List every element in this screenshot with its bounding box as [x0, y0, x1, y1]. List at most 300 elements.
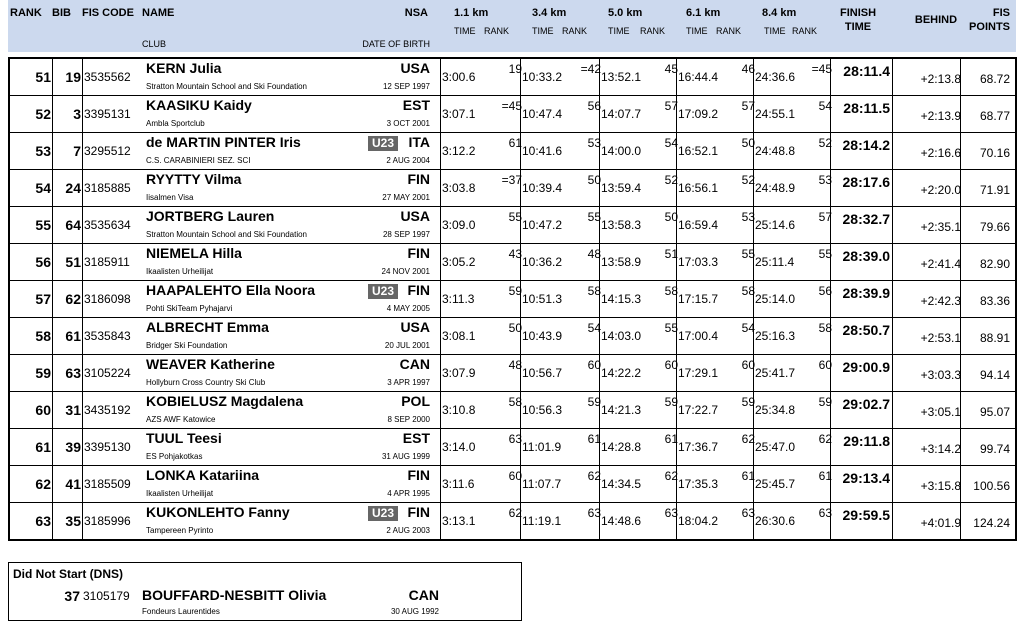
results-table — [8, 57, 1017, 541]
table-row — [10, 170, 1015, 207]
row-bib: 61 — [65, 328, 81, 344]
row-bib: 62 — [65, 291, 81, 307]
row-club: C.S. CARABINIERI SEZ. SCI — [146, 156, 251, 165]
table-row — [10, 281, 1015, 318]
split-rank: 59 — [508, 284, 522, 298]
column-divider — [52, 392, 53, 428]
split-time: 16:56.1 — [678, 181, 719, 195]
header-split-1: 1.1 km — [454, 7, 489, 19]
dns-section — [8, 562, 522, 621]
split-rank: 19 — [508, 62, 522, 76]
row-fis-code: 3395130 — [84, 440, 131, 454]
row-fis-points: 124.24 — [973, 516, 1010, 530]
row-club: Bridger Ski Foundation — [146, 341, 228, 350]
u23-badge: U23 — [368, 284, 398, 299]
split-rank: 48 — [587, 247, 601, 261]
split-time: 24:55.1 — [755, 107, 796, 121]
row-finish-time: 28:32.7 — [842, 211, 890, 227]
column-divider — [82, 392, 83, 428]
row-behind: +2:35.1 — [920, 220, 961, 234]
split-time: 11:19.1 — [522, 514, 562, 528]
row-nsa: EST — [402, 430, 430, 446]
column-divider — [440, 429, 441, 465]
header-split-5-time: TIME — [764, 26, 786, 36]
header-split-2-time: TIME — [532, 26, 554, 36]
header-fis-code: FIS CODE — [82, 7, 134, 19]
split-time: 17:00.4 — [678, 329, 719, 343]
row-behind: +2:20.0 — [920, 183, 961, 197]
row-bib: 35 — [65, 513, 81, 529]
split-rank: =42 — [580, 62, 601, 76]
split-rank: 61 — [741, 469, 755, 483]
header-fis: FIS — [992, 7, 1010, 19]
split-rank: 52 — [664, 173, 678, 187]
row-finish-time: 28:11.4 — [843, 63, 890, 79]
column-divider — [892, 59, 893, 95]
table-row — [10, 207, 1015, 244]
split-rank: 62 — [664, 469, 678, 483]
row-date-of-birth: 27 MAY 2001 — [382, 193, 430, 202]
row-rank: 58 — [35, 328, 51, 344]
split-rank: 52 — [741, 173, 755, 187]
column-divider — [82, 503, 83, 539]
column-divider — [52, 318, 53, 354]
row-fis-points: 71.91 — [979, 183, 1010, 197]
header-split-4: 6.1 km — [686, 7, 721, 19]
split-time: 26:30.6 — [755, 514, 796, 528]
row-date-of-birth: 12 SEP 1997 — [382, 82, 430, 91]
split-rank: 56 — [818, 284, 832, 298]
table-row — [10, 133, 1015, 170]
row-athlete-name: RYYTTY Vilma — [146, 171, 242, 187]
split-rank: 58 — [741, 284, 755, 298]
split-rank: 46 — [741, 62, 755, 76]
row-date-of-birth: 8 SEP 2000 — [387, 415, 430, 424]
split-time: 3:08.1 — [442, 329, 476, 343]
column-divider — [440, 133, 441, 169]
header-rank: RANK — [10, 7, 42, 19]
split-time: 14:34.5 — [601, 477, 642, 491]
column-divider — [52, 281, 53, 317]
split-time: 10:51.3 — [522, 292, 563, 306]
row-club: Ikaalisten Urheilijat — [146, 489, 214, 498]
row-rank: 51 — [35, 69, 51, 85]
row-behind: +2:41.4 — [920, 257, 961, 271]
split-time: 10:41.6 — [522, 144, 563, 158]
column-divider — [440, 281, 441, 317]
split-rank: 55 — [508, 210, 522, 224]
table-row — [10, 59, 1015, 96]
table-row — [10, 503, 1015, 539]
split-rank: 53 — [818, 173, 832, 187]
row-club: Pohti SkiTeam Pyhajarvi — [146, 304, 233, 313]
split-rank: 62 — [587, 469, 601, 483]
split-time: 10:47.2 — [522, 218, 563, 232]
header-split-3-time: TIME — [608, 26, 630, 36]
row-rank: 52 — [35, 106, 51, 122]
split-time: 10:39.4 — [522, 181, 563, 195]
row-fis-points: 70.16 — [979, 146, 1010, 160]
column-divider — [82, 318, 83, 354]
split-rank: 58 — [818, 321, 832, 335]
table-row — [10, 96, 1015, 133]
split-rank: 59 — [587, 395, 601, 409]
split-rank: 62 — [508, 506, 522, 520]
split-rank: 61 — [818, 469, 832, 483]
column-divider — [440, 59, 441, 95]
split-time: 3:12.2 — [442, 144, 476, 158]
split-time: 24:48.9 — [755, 181, 796, 195]
row-bib: 3 — [73, 106, 81, 122]
dns-nsa: CAN — [408, 587, 439, 603]
split-rank: 54 — [818, 99, 832, 113]
header-split-2-rank: RANK — [562, 26, 588, 36]
row-fis-code: 3186098 — [84, 292, 131, 306]
column-divider — [892, 244, 893, 280]
header-nsa: NSA — [404, 7, 428, 19]
split-rank: 59 — [818, 395, 832, 409]
column-divider — [892, 96, 893, 132]
row-club: Hollyburn Cross Country Ski Club — [146, 378, 266, 387]
u23-badge: U23 — [368, 136, 398, 151]
split-rank: 60 — [741, 358, 755, 372]
split-rank: 57 — [664, 99, 678, 113]
column-divider — [892, 318, 893, 354]
column-divider — [892, 207, 893, 243]
split-time: 3:07.9 — [442, 366, 476, 380]
row-bib: 41 — [65, 476, 81, 492]
split-time: 13:59.4 — [601, 181, 642, 195]
split-rank: 55 — [587, 210, 601, 224]
dns-fis-code: 3105179 — [83, 589, 130, 603]
row-club: Ikaalisten Urheilijat — [146, 267, 214, 276]
row-behind: +2:16.6 — [920, 146, 961, 160]
row-behind: +3:15.8 — [920, 479, 961, 493]
row-behind: +2:13.8 — [920, 72, 961, 86]
row-nsa: USA — [400, 319, 430, 335]
table-header — [8, 0, 1016, 52]
split-rank: 62 — [818, 432, 832, 446]
split-rank: 62 — [741, 432, 755, 446]
split-time: 24:36.6 — [755, 70, 796, 84]
row-nsa: USA — [400, 208, 430, 224]
dns-title: Did Not Start (DNS) — [13, 567, 123, 581]
split-time: 17:35.3 — [678, 477, 719, 491]
row-rank: 59 — [35, 365, 51, 381]
row-fis-points: 94.14 — [979, 368, 1010, 382]
row-fis-code: 3185885 — [84, 181, 131, 195]
split-time: 3:14.0 — [442, 440, 476, 454]
row-rank: 63 — [35, 513, 51, 529]
header-split-5-rank: RANK — [792, 26, 818, 36]
column-divider — [440, 466, 441, 502]
row-club: Ambla Sportclub — [146, 119, 205, 128]
split-time: 10:56.3 — [522, 403, 563, 417]
split-time: 3:10.8 — [442, 403, 476, 417]
row-club: AZS AWF Katowice — [146, 415, 216, 424]
split-time: 3:11.6 — [442, 477, 475, 491]
table-row — [10, 392, 1015, 429]
column-divider — [440, 503, 441, 539]
row-finish-time: 29:11.8 — [843, 433, 890, 449]
row-fis-points: 79.66 — [979, 220, 1010, 234]
table-row — [10, 318, 1015, 355]
row-fis-code: 3535562 — [84, 70, 131, 84]
split-rank: 61 — [508, 136, 522, 150]
column-divider — [440, 170, 441, 206]
split-time: 14:48.6 — [601, 514, 642, 528]
column-divider — [892, 133, 893, 169]
column-divider — [82, 466, 83, 502]
row-nsa: EST — [402, 97, 430, 113]
split-rank: 55 — [818, 247, 832, 261]
dns-name: BOUFFARD-NESBITT Olivia — [142, 587, 327, 603]
split-rank: 43 — [508, 247, 522, 261]
column-divider — [892, 355, 893, 391]
row-fis-code: 3105224 — [84, 366, 131, 380]
row-club: ES Pohjakotkas — [146, 452, 203, 461]
split-rank: 57 — [741, 99, 755, 113]
row-fis-code: 3185996 — [84, 514, 131, 528]
row-finish-time: 29:02.7 — [842, 396, 890, 412]
column-divider — [52, 207, 53, 243]
header-split-5: 8.4 km — [762, 7, 797, 19]
row-finish-time: 29:59.5 — [842, 507, 890, 523]
row-fis-code: 3295512 — [84, 144, 131, 158]
split-time: 13:58.3 — [601, 218, 642, 232]
split-time: 16:59.4 — [678, 218, 719, 232]
row-finish-time: 28:14.2 — [842, 137, 890, 153]
split-time: 25:14.6 — [755, 218, 796, 232]
row-bib: 39 — [65, 439, 81, 455]
split-time: 16:44.4 — [678, 70, 719, 84]
row-athlete-name: WEAVER Katherine — [146, 356, 275, 372]
column-divider — [892, 392, 893, 428]
row-rank: 62 — [35, 476, 51, 492]
split-time: 25:47.0 — [755, 440, 796, 454]
column-divider — [82, 133, 83, 169]
split-time: 10:43.9 — [522, 329, 563, 343]
split-rank: 63 — [741, 506, 755, 520]
header-split-4-rank: RANK — [716, 26, 742, 36]
row-fis-points: 88.91 — [979, 331, 1010, 345]
dns-bib: 37 — [64, 588, 80, 604]
split-time: 25:34.8 — [755, 403, 796, 417]
header-split-3: 5.0 km — [608, 7, 643, 19]
split-rank: 53 — [741, 210, 755, 224]
split-rank: 54 — [664, 136, 678, 150]
column-divider — [52, 429, 53, 465]
row-behind: +2:13.9 — [920, 109, 961, 123]
row-behind: +4:01.9 — [920, 516, 961, 530]
table-row — [10, 466, 1015, 503]
row-behind: +3:14.2 — [920, 442, 961, 456]
split-time: 3:05.2 — [442, 255, 476, 269]
split-time: 25:11.4 — [755, 255, 795, 269]
split-time: 14:15.3 — [601, 292, 642, 306]
row-fis-code: 3535843 — [84, 329, 131, 343]
split-rank: 54 — [741, 321, 755, 335]
split-time: 3:09.0 — [442, 218, 476, 232]
split-rank: 57 — [818, 210, 832, 224]
row-fis-points: 82.90 — [979, 257, 1010, 271]
column-divider — [82, 59, 83, 95]
row-nsa: USA — [400, 60, 430, 76]
row-athlete-name: ALBRECHT Emma — [146, 319, 269, 335]
row-fis-points: 100.56 — [973, 479, 1010, 493]
column-divider — [440, 355, 441, 391]
row-club: Iisalmen Visa — [146, 193, 194, 202]
row-date-of-birth: 4 MAY 2005 — [386, 304, 430, 313]
header-club: CLUB — [142, 39, 167, 49]
table-row — [10, 355, 1015, 392]
row-athlete-name: NIEMELA Hilla — [146, 245, 242, 261]
split-rank: 63 — [508, 432, 522, 446]
split-time: 14:21.3 — [601, 403, 642, 417]
split-time: 14:00.0 — [601, 144, 642, 158]
split-time: 13:58.9 — [601, 255, 642, 269]
row-date-of-birth: 28 SEP 1997 — [382, 230, 430, 239]
row-athlete-name: KERN Julia — [146, 60, 222, 76]
split-time: 18:04.2 — [678, 514, 719, 528]
split-time: 10:36.2 — [522, 255, 563, 269]
row-bib: 24 — [65, 180, 81, 196]
split-time: 3:00.6 — [442, 70, 476, 84]
split-time: 14:07.7 — [601, 107, 642, 121]
split-rank: 60 — [508, 469, 522, 483]
split-time: 25:45.7 — [755, 477, 796, 491]
split-time: 25:41.7 — [755, 366, 796, 380]
column-divider — [440, 244, 441, 280]
header-points: POINTS — [969, 21, 1010, 33]
row-club: Tampereen Pyrinto — [146, 526, 214, 535]
split-time: 3:03.8 — [442, 181, 476, 195]
column-divider — [52, 59, 53, 95]
row-fis-code: 3535634 — [84, 218, 131, 232]
split-rank: 53 — [587, 136, 601, 150]
row-date-of-birth: 3 APR 1997 — [387, 378, 430, 387]
split-rank: 50 — [587, 173, 601, 187]
column-divider — [892, 281, 893, 317]
row-bib: 7 — [73, 143, 81, 159]
row-athlete-name: KUKONLEHTO Fanny — [146, 504, 290, 520]
column-divider — [52, 244, 53, 280]
column-divider — [82, 96, 83, 132]
row-rank: 54 — [35, 180, 51, 196]
row-rank: 60 — [35, 402, 51, 418]
column-divider — [82, 429, 83, 465]
row-fis-code: 3185509 — [84, 477, 131, 491]
row-bib: 63 — [65, 365, 81, 381]
row-behind: +3:03.3 — [920, 368, 961, 382]
column-divider — [82, 170, 83, 206]
row-athlete-name: TUUL Teesi — [146, 430, 222, 446]
row-date-of-birth: 31 AUG 1999 — [381, 452, 430, 461]
row-athlete-name: KOBIELUSZ Magdalena — [146, 393, 304, 409]
split-rank: 45 — [664, 62, 678, 76]
row-finish-time: 28:39.0 — [842, 248, 890, 264]
split-rank: 54 — [587, 321, 601, 335]
split-time: 14:03.0 — [601, 329, 642, 343]
row-finish-time: 28:50.7 — [842, 322, 890, 338]
header-split-3-rank: RANK — [640, 26, 666, 36]
row-club: Stratton Mountain School and Ski Foundation — [146, 230, 307, 239]
row-fis-points: 99.74 — [979, 442, 1010, 456]
column-divider — [52, 503, 53, 539]
row-rank: 55 — [35, 217, 51, 233]
split-rank: 51 — [664, 247, 678, 261]
row-rank: 61 — [35, 439, 51, 455]
row-nsa: FIN — [407, 504, 430, 520]
row-rank: 53 — [35, 143, 51, 159]
split-rank: 58 — [508, 395, 522, 409]
u23-badge: U23 — [368, 506, 398, 521]
split-time: 17:22.7 — [678, 403, 719, 417]
split-rank: 56 — [587, 99, 601, 113]
split-rank: =37 — [501, 173, 522, 187]
split-rank: 50 — [741, 136, 755, 150]
header-split-4-time: TIME — [686, 26, 708, 36]
column-divider — [440, 96, 441, 132]
split-rank: 61 — [587, 432, 601, 446]
table-row — [10, 429, 1015, 466]
row-athlete-name: de MARTIN PINTER Iris — [146, 134, 301, 150]
split-time: 25:16.3 — [755, 329, 796, 343]
split-rank: 60 — [818, 358, 832, 372]
row-bib: 64 — [65, 217, 81, 233]
header-finish-time: TIME — [844, 21, 872, 33]
header-split-1-time: TIME — [454, 26, 476, 36]
column-divider — [440, 207, 441, 243]
row-fis-code: 3435192 — [84, 403, 131, 417]
split-time: 14:22.2 — [601, 366, 642, 380]
split-rank: =45 — [811, 62, 832, 76]
row-rank: 56 — [35, 254, 51, 270]
column-divider — [892, 170, 893, 206]
split-time: 3:11.3 — [442, 292, 475, 306]
split-time: 3:13.1 — [442, 514, 476, 528]
split-rank: 59 — [741, 395, 755, 409]
split-time: 14:28.8 — [601, 440, 642, 454]
split-rank: 60 — [587, 358, 601, 372]
row-nsa: CAN — [399, 356, 430, 372]
column-divider — [52, 96, 53, 132]
split-rank: 55 — [664, 321, 678, 335]
row-finish-time: 28:11.5 — [843, 100, 890, 116]
header-split-2: 3.4 km — [532, 7, 567, 19]
row-behind: +2:42.3 — [920, 294, 961, 308]
column-divider — [892, 466, 893, 502]
split-rank: 63 — [818, 506, 832, 520]
split-time: 17:15.7 — [678, 292, 719, 306]
row-bib: 19 — [65, 69, 81, 85]
row-finish-time: 29:13.4 — [842, 470, 890, 486]
row-fis-points: 95.07 — [979, 405, 1010, 419]
column-divider — [82, 207, 83, 243]
row-fis-code: 3185911 — [84, 255, 130, 269]
dns-club: Fondeurs Laurentides — [142, 607, 220, 616]
row-athlete-name: JORTBERG Lauren — [146, 208, 275, 224]
split-time: 17:09.2 — [678, 107, 719, 121]
column-divider — [82, 244, 83, 280]
row-date-of-birth: 4 APR 1995 — [387, 489, 430, 498]
column-divider — [892, 429, 893, 465]
row-athlete-name: HAAPALEHTO Ella Noora — [146, 282, 316, 298]
split-time: 11:01.9 — [522, 440, 562, 454]
split-rank: 60 — [664, 358, 678, 372]
split-rank: 58 — [664, 284, 678, 298]
column-divider — [52, 466, 53, 502]
